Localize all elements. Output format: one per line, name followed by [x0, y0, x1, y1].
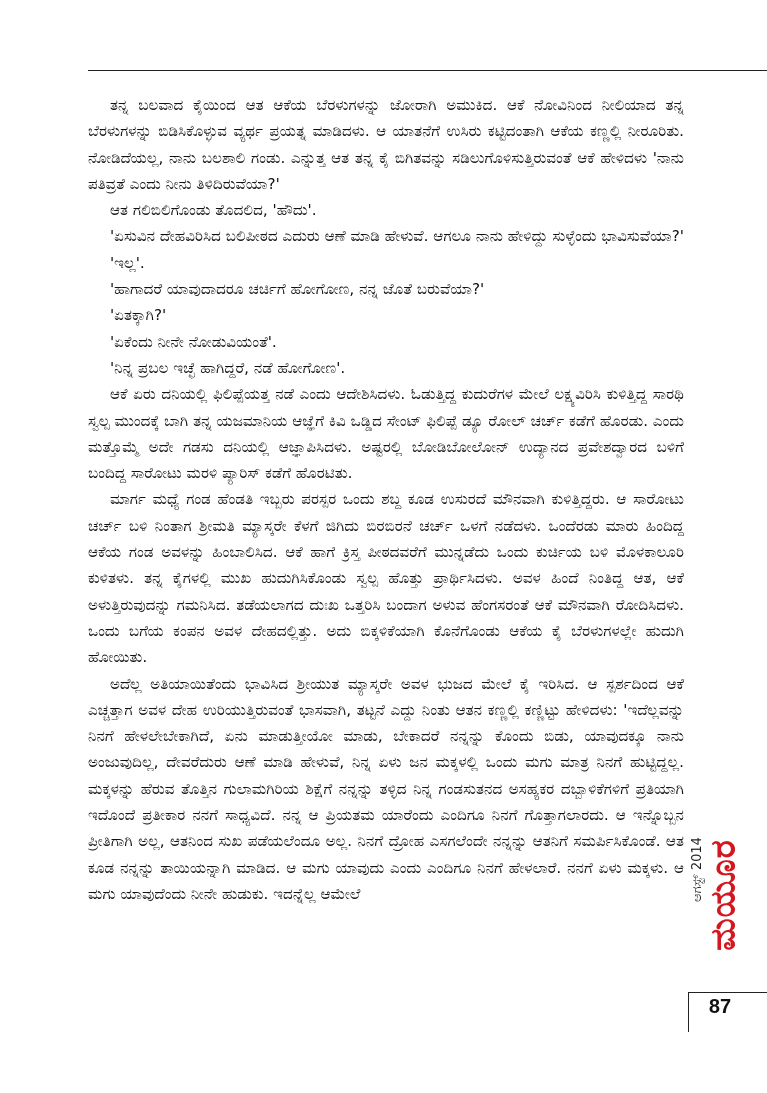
article-body: [88, 92, 684, 907]
paragraph: 'ಏಸುವಿನ ದೇಹವಿರಿಸಿದ ಬಲಿಪೀಠದ ಎದುರು ಆಣೆ ಮಾಡಿ ಹೇಳುವೆ. ಆಗಲೂ ನಾನು ಹೇಳಿದ್ದು ಸುಳ್ಳೆಂದು ಭಾವಿಸುವೆಯಾ?': [110, 227, 684, 246]
magazine-sidebar: [688, 800, 744, 990]
paragraph: 'ಇಲ್ಲ'.: [110, 253, 145, 272]
paragraph: ಆಕೆ ಏರು ದನಿಯಲ್ಲಿ ಫಿಲಿಪ್ಪೆಯತ್ತ ನಡೆ ಎಂದು ಆದೇಶಿಸಿದಳು. ಓಡುತ್ತಿದ್ದ ಕುದುರೆಗಳ ಮೇಲೆ ಲಕ್ಷ್ಯವಿರಿಸಿ ಕುಳಿತ್ತಿದ್ದ ಸಾರಥಿ ಸ್ವಲ್ಪ ಮುಂದಕ್ಕೆ ಬಾಗಿ ತನ್ನ ಯಜಮಾನಿಯ ಆಜ್ಞೆಗೆ ಕಿವಿ ಒಡ್ಡಿದ ಸೇಂಟ್ ಫಿಲಿಪ್ಪೆ ಡ್ಯೂ ರೋಲ್ ಚರ್ಚ್ ಕಡೆಗೆ ಹೊರಡು. ಎಂದು ಮತ್ತೊಮ್ಮೆ ಅದೇ ಗಡಸು ದನಿಯಲ್ಲಿ ಆಜ್ಞಾಪಿಸಿದಳು. ಅಷ್ಟರಲ್ಲಿ ಬೋಡಿಬೋಲೋನ್ ಉದ್ಯಾನದ ಪ್ರವೇಶದ್ವಾರದ ಬಳಿಗೆ ಬಂದಿದ್ದ ಸಾರೋಟು ಮರಳಿ ಪ್ಯಾರಿಸ್ ಕಡೆಗೆ ಹೊರಟಿತು.: [88, 385, 684, 483]
paragraph: 'ಏತಕ್ಕಾಗಿ?': [110, 306, 167, 325]
paragraph: 'ಏಕೆಂದು ನೀನೇ ನೋಡುವಿಯಂತೆ'.: [110, 332, 277, 351]
paragraph: ಆತ ಗಲಿಬಿಲಿಗೊಂಡು ತೊದಲಿದ, 'ಹೌದು'.: [110, 201, 317, 220]
magazine-logo: [704, 800, 744, 990]
issue-date-text: ಆಗಸ್ಟ್ 2014: [689, 837, 705, 902]
footer-rule: [688, 992, 767, 993]
paragraph: 'ನಿನ್ನ ಪ್ರಬಲ ಇಚ್ಛೆ ಹಾಗಿದ್ದರೆ, ನಡೆ ಹೋಗೋಣ'.: [110, 358, 346, 377]
magazine-logo-text: ಮಯೂರ: [704, 839, 744, 951]
header-rule: [88, 70, 767, 71]
paragraph: ಮಾರ್ಗ ಮಧ್ಯೆ ಗಂಡ ಹೆಂಡತಿ ಇಬ್ಬರು ಪರಸ್ಪರ ಒಂದು ಶಬ್ದ ಕೂಡ ಉಸುರದೆ ಮೌನವಾಗಿ ಕುಳಿತ್ತಿದ್ದರು. ಆ ಸಾರೋಟು ಚರ್ಚ್ ಬಳಿ ನಿಂತಾಗ ಶ್ರೀಮತಿ ಮ್ಯಾಸ್ಕರೇ ಕೆಳಗೆ ಜಿಗಿದು ಬಿರಬಿರನೆ ಚರ್ಚ್ ಒಳಗೆ ನಡೆದಳು. ಒಂದೆರಡು ಮಾರು ಹಿಂದಿದ್ದ ಆಕೆಯ ಗಂಡ ಅವಳನ್ನು ಹಿಂಬಾಲಿಸಿದ. ಆಕೆ ಹಾಗೆ ಕ್ರಿಸ್ತ ಪೀಠದವರೆಗೆ ಮುನ್ನಡೆದು ಒಂದು ಕುರ್ಚಿಯ ಬಳಿ ಮೊಳಕಾಲೂರಿ ಕುಳಿತಳು. ತನ್ನ ಕೈಗಳಲ್ಲಿ ಮುಖ ಹುದುಗಿಸಿಕೊಂಡು ಸ್ವಲ್ಪ ಹೊತ್ತು ಪ್ರಾರ್ಥಿಸಿದಳು. ಅವಳ ಹಿಂದೆ ನಿಂತಿದ್ದ ಆತ, ಆಕೆ ಅಳುತ್ತಿರುವುದನ್ನು ಗಮನಿಸಿದ. ತಡೆಯಲಾಗದ ದುಃಖ ಒತ್ತರಿಸಿ ಬಂದಾಗ ಅಳುವ ಹೆಂಗಸರಂತೆ ಆಕೆ ಮೌನವಾಗಿ ರೋದಿಸಿದಳು. ಒಂದು ಬಗೆಯ ಕಂಪನ ಅವಳ ದೇಹದಲ್ಲಿತ್ತು. ಅದು ಬಿಕ್ಕಳಿಕೆಯಾಗಿ ಕೊನೆಗೊಂಡು ಆಕೆಯ ಕೈ ಬೆರಳುಗಳಲ್ಲೇ ಹುದುಗಿ ಹೋಯಿತು.: [88, 490, 684, 667]
paragraph: 'ಹಾಗಾದರೆ ಯಾವುದಾದರೂ ಚರ್ಚಿಗೆ ಹೋಗೋಣ, ನನ್ನ ಜೊತೆ ಬರುವೆಯಾ?': [110, 280, 485, 299]
paragraph: ತನ್ನ ಬಲವಾದ ಕೈಯಿಂದ ಆತ ಆಕೆಯ ಬೆರಳುಗಳನ್ನು ಜೋರಾಗಿ ಅಮುಕಿದ. ಆಕೆ ನೋವಿನಿಂದ ನೀಲಿಯಾದ ತನ್ನ ಬೆರಳುಗಳನ್ನು ಬಿಡಿಸಿಕೊಳ್ಳುವ ವ್ಯರ್ಥ ಪ್ರಯತ್ನ ಮಾಡಿದಳು. ಆ ಯಾತನೆಗೆ ಉಸಿರು ಕಟ್ಟಿದಂತಾಗಿ ಆಕೆಯ ಕಣ್ಣಲ್ಲಿ ನೀರೂರಿತು. ನೋಡಿದೆಯಲ್ಲ, ನಾನು ಬಲಶಾಲಿ ಗಂಡು. ಎನ್ನುತ್ತ ಆತ ತನ್ನ ಕೈ ಬಿಗಿತವನ್ನು ಸಡಿಲುಗೊಳಿಸುತ್ತಿರುವಂತೆ ಆಕೆ ಹೇಳಿದಳು 'ನಾನು ಪತಿವ್ರತೆ ಎಂದು ನೀನು ತಿಳಿದಿರುವೆಯಾ?': [88, 96, 684, 193]
page-number: 87: [708, 996, 732, 1018]
paragraph: ಅದೆಲ್ಲ ಅತಿಯಾಯಿತೆಂದು ಭಾವಿಸಿದ ಶ್ರೀಯುತ ಮ್ಯಾಸ್ಕರೇ ಅವಳ ಭುಜದ ಮೇಲೆ ಕೈ ಇರಿಸಿದ. ಆ ಸ್ಪರ್ಶದಿಂದ ಆಕೆ ಎಚ್ಚತ್ತಾಗ ಅವಳ ದೇಹ ಉರಿಯುತ್ತಿರುವಂತೆ ಭಾಸವಾಗಿ, ತಟ್ಟನೆ ಎದ್ದು ನಿಂತು ಆತನ ಕಣ್ಣಲ್ಲಿ ಕಣ್ಣಿಟ್ಟು ಹೇಳಿದಳು: 'ಇದೆಲ್ಲವನ್ನು ನಿನಗೆ ಹೇಳಲೇಬೇಕಾಗಿದೆ, ಏನು ಮಾಡುತ್ತೀಯೋ ಮಾಡು, ಬೇಕಾದರೆ ನನ್ನನ್ನು ಕೊಂದು ಬಿಡು, ಯಾವುದಕ್ಕೂ ನಾನು ಅಂಜುವುದಿಲ್ಲ, ದೇವರೆದುರು ಆಣೆ ಮಾಡಿ ಹೇಳುವೆ, ನಿನ್ನ ಏಳು ಜನ ಮಕ್ಕಳಲ್ಲಿ ಒಂದು ಮಗು ಮಾತ್ರ ನಿನಗೆ ಹುಟ್ಟಿದ್ದಲ್ಲ. ಮಕ್ಕಳನ್ನು ಹೆರುವ ತೊತ್ತಿನ ಗುಲಾಮಗಿರಿಯ ಶಿಕ್ಷೆಗೆ ನನ್ನನ್ನು ತಳ್ಳಿದ ನಿನ್ನ ಗಂಡಸುತನದ ಅಸಹ್ಯಕರ ದಬ್ಬಾಳಿಕೆಗಳಿಗೆ ಪ್ರತಿಯಾಗಿ ಇದೊಂದೆ ಪ್ರತೀಕಾರ ನನಗೆ ಸಾಧ್ಯವಿದೆ. ನನ್ನ ಆ ಪ್ರಿಯತಮ ಯಾರೆಂದು ಎಂದಿಗೂ ನಿನಗೆ ಗೊತ್ತಾಗಲಾರದು. ಆ ಇನ್ನೊಬ್ಬನ ಪ್ರೀತಿಗಾಗಿ ಅಲ್ಲ, ಆತನಿಂದ ಸುಖ ಪಡೆಯಲೆಂದೂ ಅಲ್ಲ. ನಿನಗೆ ದ್ರೋಹ ಎಸಗಲೆಂದೇ ನನ್ನನ್ನು ಆತನಿಗೆ ಸಮರ್ಪಿಸಿಕೊಂಡೆ. ಆತ ಕೂಡ ನನ್ನನ್ನು ತಾಯಿಯನ್ನಾಗಿ ಮಾಡಿದ. ಆ ಮಗು ಯಾವುದು ಎಂದು ಎಂದಿಗೂ ನಿನಗೆ ಹೇಳಲಾರೆ. ನನಗೆ ಏಳು ಮಕ್ಕಳು. ಆ ಮಗು ಯಾವುದೆಂದು ನೀನೇ ಹುಡುಕು. ಇದನ್ನೆಲ್ಲ ಆಮೇಲೆ: [88, 674, 684, 903]
footer-divider: [688, 992, 689, 1032]
